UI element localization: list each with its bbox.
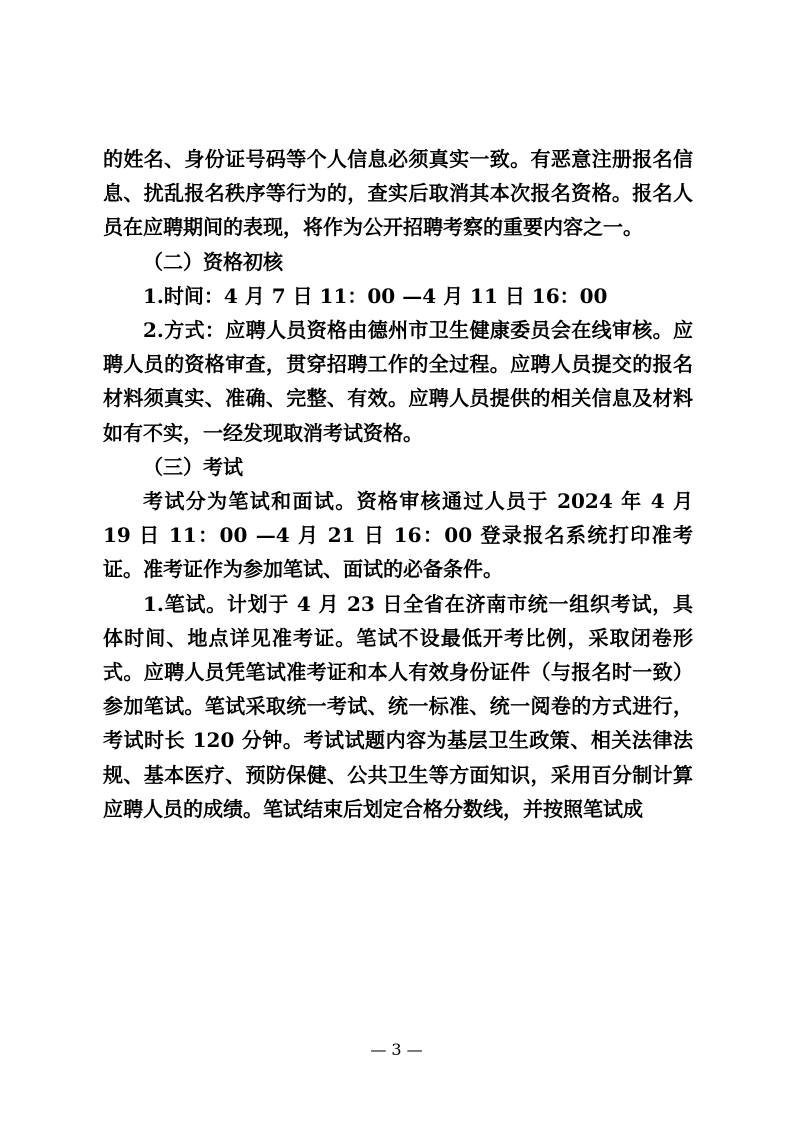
- section-heading-qualification: （二）资格初核: [143, 249, 283, 274]
- document-body: [103, 142, 693, 826]
- paragraph-qualification-method: 2.方式：应聘人员资格由德州市卫生健康委员会在线审核。应聘人员的资格审查，贯穿招聘工作的全过程。应聘人员提交的报名材料须真实、准确、完整、有效。应聘人员提供的相关信息及材料如有不实，一经发现取消考试资格。: [103, 318, 693, 445]
- page-number: — 3 —: [370, 1040, 423, 1059]
- paragraph-qualification-time: 1.时间：4 月 7 日 11：00 —4 月 11 日 16：00: [143, 283, 608, 308]
- paragraph-written-exam: 1.笔试。计划于 4 月 23 日全省在济南市统一组织考试，具体时间、地点详见准考证。笔试不设最低开考比例，采取闭卷形式。应聘人员凭笔试准考证和本人有效身份证件（与报名时一致）参加笔试。笔试采取统一考试、统一标准、统一阅卷的方式进行，考试时长 120 分钟。考试试题内容为基层卫生政策、相关法律法规、基本医疗、预防保健、公共卫生等方面知识，采用百分制计算应聘人员的成绩。笔试结束后划定合格分数线，并按照笔试成: [103, 591, 693, 821]
- paragraph-personal-info: 的姓名、身份证号码等个人信息必须真实一致。有恶意注册报名信息、扰乱报名秩序等行为的，查实后取消其本次报名资格。报名人员在应聘期间的表现，将作为公开招聘考察的重要内容之一。: [103, 147, 693, 240]
- paragraph-exam-overview: 考试分为笔试和面试。资格审核通过人员于 2024 年 4 月 19 日 11：00 —4 月 21 日 16：00 登录报名系统打印准考证。准考证作为参加笔试、面试的必备条件。: [103, 489, 693, 582]
- section-heading-exam: （三）考试: [143, 454, 243, 479]
